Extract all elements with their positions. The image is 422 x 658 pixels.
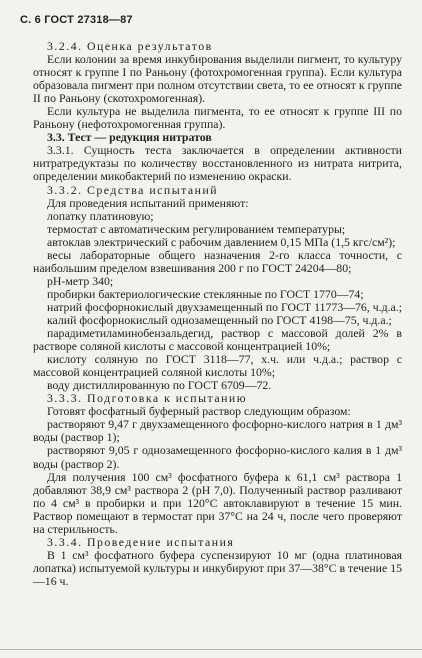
paragraph: Если культура не выделила пигмента, то ее относят к группе III по Раньону (нефотохромогенная группа). [33,104,402,132]
paragraph: Если колонии за время инкубирования выделили пигмент, то культуру относят к группе I по Раньону (фотохромогенная группа). Если культура образовала пигмент при полном отсутствии света, то ее относят к группе II по Раньону (скотохромогенная). [33,52,402,106]
paragraph: весы лабораторные общего назначения 2-го класса точности, с наибольшим пределом взвешивания 200 г по ГОСТ 24204—80; [33,247,402,275]
section-heading: 3.3.3. Подготовка к испытанию [47,391,248,406]
paragraph: термостат с автоматическим регулированием температуры; [47,221,346,236]
section-heading: 3.3.4. Проведение испытания [47,534,235,549]
paragraph: натрий фосфорнокислый двухзамещенный по ГОСТ 11773—76, ч.д.а.; [47,299,403,314]
paragraph: кислоту соляную по ГОСТ 3118—77, х.ч. или ч.д.а.; раствор с массовой концентрацией соляной кислоты 10%; [33,352,402,380]
paragraph: растворяют 9,05 г однозамещенного фосфорно-кислого калия в 1 дм³ воды (раствор 2). [33,443,402,471]
bottom-rule [0,649,422,650]
paragraph: Для проведения испытаний применяют: [47,195,249,210]
paragraph: воду дистиллированную по ГОСТ 6709—72. [47,378,272,393]
paragraph: рН-метр 340; [47,273,114,288]
paragraph: В 1 см³ фосфатного буфера суспензируют 10 мг (одна платиновая лопатка) испытуемой культуры и инкубируют при 37—38°С в течение 15—16 ч. [33,547,402,588]
paragraph: пробирки бактериологические стеклянные по ГОСТ 1770—74; [47,286,364,301]
paragraph: Готовят фосфатный буферный раствор следующим образом: [47,404,351,419]
paragraph: лопатку платиновую; [47,208,154,223]
paragraph: калий фосфорнокислый однозамещенный по ГОСТ 4198—75, ч.д.а.; [47,312,392,327]
page-header: С. 6 ГОСТ 27318—87 [20,14,133,26]
section-heading: 3.3. Тест — редукция нитратов [47,130,212,145]
section-heading: 3.2.4. Оценка результатов [47,39,213,53]
document-body [33,40,402,588]
paragraph: растворяют 9,47 г двухзамещенного фосфорно-кислого натрия в 1 дм³ воды (раствор 1); [33,417,402,445]
paragraph: автоклав электрический с рабочим давлением 0,15 МПа (1,5 кгс/см²); [47,234,396,249]
paragraph: Для получения 100 см³ фосфатного буфера к 61,1 см³ раствора 1 добавляют 38,9 см³ раствора 2 (рН 7,0). Полученный раствор разливают по 4 см³ в пробирки и при 120°С автоклавируют в течение 15 мин. Раствор помещают в термостат при 37°С на 24 ч, после чего проверяют на стерильность. [33,469,402,536]
section-heading: 3.3.2. Средства испытаний [47,182,219,197]
paragraph: парадиметиламинобензальдегид, раствор с массовой долей 2% в растворе соляной кислоты с массовой концентрацией 10%; [33,326,402,354]
paragraph: 3.3.1. Сущность теста заключается в определении активности нитратредуктазы по количеству восстановленного из нитрата нитрита, определении микобактерий по изменению окраски. [33,143,402,184]
